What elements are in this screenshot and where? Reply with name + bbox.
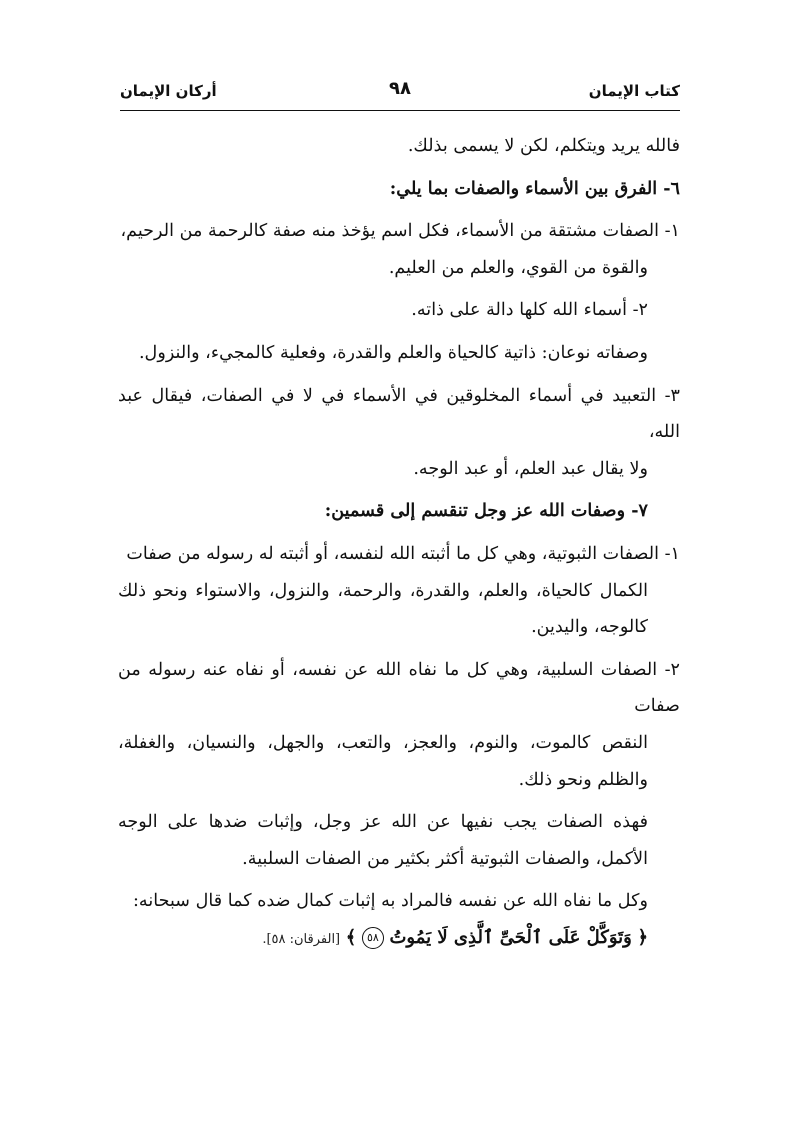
page-body xyxy=(118,128,680,958)
difference-3-cont: ولا يقال عبد العلم، أو عبد الوجه. xyxy=(413,458,648,479)
page-header xyxy=(120,80,680,111)
section-heading-7: ٧- وصفات الله عز وجل تنقسم إلى قسمين: xyxy=(324,500,648,522)
paragraph-perfection: وكل ما نفاه الله عن نفسه فالمراد به إثبات كمال ضده كما قال سبحانه: xyxy=(132,891,648,912)
chapter-title: أركان الإيمان xyxy=(120,82,217,100)
sifat-thubutiya-cont: الكمال كالحياة، والعلم، والقدرة، والرحمة، والنزول، والاستواء ونحو ذلك كالوجه، واليدين. xyxy=(118,580,648,638)
verse-open-bracket: ﴿ xyxy=(637,926,648,948)
verse-number-marker: ٥٨ xyxy=(362,927,384,949)
sifat-salbiya: ٢- الصفات السلبية، وهي كل ما نفاه الله عن نفسه، أو نفاه عنه رسوله من صفات xyxy=(118,659,680,717)
book-title: كتاب الإيمان xyxy=(588,82,680,100)
sifat-thubutiya: ١- الصفات الثبوتية، وهي كل ما أثبته الله لنفسه، أو أثبته له رسوله من صفات xyxy=(126,543,680,564)
intro-line: فالله يريد ويتكلم، لكن لا يسمى بذلك. xyxy=(407,136,680,156)
difference-3: ٣- التعبيد في أسماء المخلوقين في الأسماء في لا في الصفات، فيقال عبد الله، xyxy=(118,385,680,443)
verse-close-bracket: ﴾ xyxy=(345,926,357,948)
difference-2: ٢- أسماء الله كلها دالة على ذاته. xyxy=(411,300,648,321)
quran-verse: وَتَوَكَّلْ عَلَى ٱلْحَىِّ ٱلَّذِى لَا يَمُوتُ xyxy=(389,926,632,948)
difference-2-detail: وصفاته نوعان: ذاتية كالحياة والعلم والقدرة، وفعلية كالمجيء، والنزول. xyxy=(138,342,648,363)
verse-reference: [الفرقان: ٥٨]. xyxy=(262,931,341,947)
section-heading-6: ٦- الفرق بين الأسماء والصفات بما يلي: xyxy=(389,177,680,199)
page-number: ٩٨ xyxy=(389,78,411,99)
sifat-salbiya-cont: النقص كالموت، والنوم، والعجز، والتعب، والجهل، والنسيان، والغفلة، والظلم ونحو ذلك. xyxy=(118,732,648,790)
difference-1: ١- الصفات مشتقة من الأسماء، فكل اسم يؤخذ منه صفة كالرحمة من الرحيم، xyxy=(120,221,680,242)
quran-verse-line xyxy=(118,920,680,959)
difference-1-cont: والقوة من القوي، والعلم من العليم. xyxy=(388,257,648,278)
paragraph-negation: فهذه الصفات يجب نفيها عن الله عز وجل، وإثبات ضدها على الوجه الأكمل، والصفات الثبوتية أكثر بكثير من الصفات السلبية. xyxy=(118,812,648,869)
